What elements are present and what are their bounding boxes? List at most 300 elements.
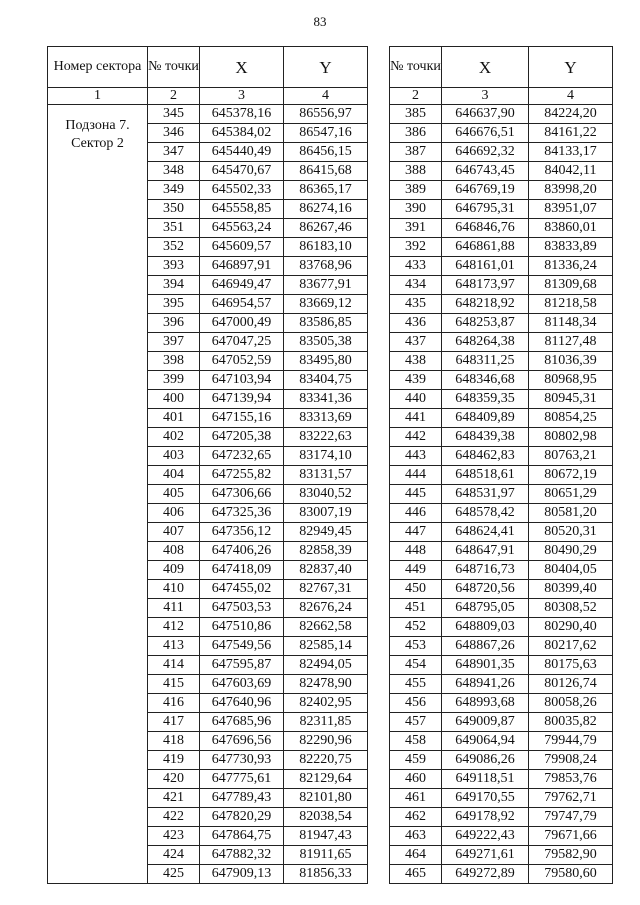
x-coordinate-cell: 646897,91 <box>200 257 284 276</box>
point-number-cell: 425 <box>148 865 200 884</box>
point-number-cell: 395 <box>148 295 200 314</box>
table-row <box>390 219 613 238</box>
x-coordinate-cell: 649009,87 <box>442 713 529 732</box>
x-coordinate-cell: 646692,32 <box>442 143 529 162</box>
x-coordinate-cell: 647864,75 <box>200 827 284 846</box>
x-coordinate-cell: 645470,67 <box>200 162 284 181</box>
x-coordinate-cell: 648218,92 <box>442 295 529 314</box>
x-coordinate-cell: 648720,56 <box>442 580 529 599</box>
table-row <box>390 694 613 713</box>
y-coordinate-cell: 80763,21 <box>529 447 613 466</box>
table-row <box>390 371 613 390</box>
x-coordinate-cell: 646861,88 <box>442 238 529 257</box>
x-coordinate-cell: 645558,85 <box>200 200 284 219</box>
y-coordinate-cell: 81911,65 <box>284 846 368 865</box>
x-coordinate-cell: 647603,69 <box>200 675 284 694</box>
point-number-cell: 441 <box>390 409 442 428</box>
table-row <box>390 713 613 732</box>
table-row <box>390 599 613 618</box>
right-coordinates-table <box>389 46 613 884</box>
point-number-cell: 409 <box>148 561 200 580</box>
table-row <box>390 314 613 333</box>
point-number-cell: 449 <box>390 561 442 580</box>
y-coordinate-cell: 80290,40 <box>529 618 613 637</box>
y-coordinate-cell: 79671,66 <box>529 827 613 846</box>
point-number-cell: 423 <box>148 827 200 846</box>
x-coordinate-cell: 647640,96 <box>200 694 284 713</box>
table-row <box>390 751 613 770</box>
y-coordinate-cell: 82494,05 <box>284 656 368 675</box>
y-coordinate-cell: 82585,14 <box>284 637 368 656</box>
y-coordinate-cell: 81947,43 <box>284 827 368 846</box>
y-coordinate-cell: 83341,36 <box>284 390 368 409</box>
x-coordinate-cell: 647510,86 <box>200 618 284 637</box>
y-coordinate-cell: 84042,11 <box>529 162 613 181</box>
point-number-cell: 346 <box>148 124 200 143</box>
x-coordinate-cell: 648993,68 <box>442 694 529 713</box>
point-number-cell: 445 <box>390 485 442 504</box>
x-coordinate-cell: 647103,94 <box>200 371 284 390</box>
point-number-cell: 415 <box>148 675 200 694</box>
point-number-cell: 392 <box>390 238 442 257</box>
table-row <box>390 447 613 466</box>
point-number-cell: 389 <box>390 181 442 200</box>
y-coordinate-cell: 86547,16 <box>284 124 368 143</box>
table-row <box>390 162 613 181</box>
y-coordinate-cell: 81036,39 <box>529 352 613 371</box>
y-coordinate-cell: 80217,62 <box>529 637 613 656</box>
x-coordinate-cell: 646846,76 <box>442 219 529 238</box>
point-number-cell: 414 <box>148 656 200 675</box>
x-coordinate-cell: 647356,12 <box>200 523 284 542</box>
table-row <box>390 732 613 751</box>
x-coordinate-cell: 648647,91 <box>442 542 529 561</box>
x-coordinate-cell: 645563,24 <box>200 219 284 238</box>
point-number-cell: 454 <box>390 656 442 675</box>
point-number-cell: 455 <box>390 675 442 694</box>
y-coordinate-cell: 86556,97 <box>284 105 368 124</box>
x-coordinate-cell: 648409,89 <box>442 409 529 428</box>
page-number: 83 <box>313 14 327 29</box>
table-row <box>390 295 613 314</box>
x-coordinate-cell: 648867,26 <box>442 637 529 656</box>
table-row <box>390 124 613 143</box>
x-coordinate-cell: 647306,66 <box>200 485 284 504</box>
y-coordinate-cell: 83833,89 <box>529 238 613 257</box>
y-coordinate-cell: 81309,68 <box>529 276 613 295</box>
y-coordinate-cell: 83174,10 <box>284 447 368 466</box>
column-number: 1 <box>48 88 148 105</box>
point-number-cell: 405 <box>148 485 200 504</box>
sector-number-header: Номер сектора <box>48 47 148 88</box>
x-coordinate-cell: 648253,87 <box>442 314 529 333</box>
x-coordinate-cell: 647455,02 <box>200 580 284 599</box>
point-number-cell: 433 <box>390 257 442 276</box>
y-coordinate-cell: 86415,68 <box>284 162 368 181</box>
table-row <box>390 504 613 523</box>
y-coordinate-cell: 83222,63 <box>284 428 368 447</box>
x-coordinate-cell: 646769,19 <box>442 181 529 200</box>
point-number-cell: 385 <box>390 105 442 124</box>
table-row <box>390 656 613 675</box>
table-row <box>390 523 613 542</box>
y-coordinate-cell: 80035,82 <box>529 713 613 732</box>
x-coordinate-cell: 647139,94 <box>200 390 284 409</box>
y-coordinate-cell: 84133,17 <box>529 143 613 162</box>
point-number-cell: 453 <box>390 637 442 656</box>
point-number-cell: 461 <box>390 789 442 808</box>
y-coordinate-cell: 83040,52 <box>284 485 368 504</box>
x-coordinate-cell: 648624,41 <box>442 523 529 542</box>
y-coordinate-cell: 83131,57 <box>284 466 368 485</box>
point-number-cell: 352 <box>148 238 200 257</box>
point-number-cell: 404 <box>148 466 200 485</box>
x-coordinate-cell: 647052,59 <box>200 352 284 371</box>
y-coordinate-cell: 83404,75 <box>284 371 368 390</box>
point-number-cell: 435 <box>390 295 442 314</box>
table-row <box>390 390 613 409</box>
y-coordinate-cell: 80520,31 <box>529 523 613 542</box>
point-number-cell: 351 <box>148 219 200 238</box>
x-coordinate-cell: 646795,31 <box>442 200 529 219</box>
point-number-cell: 396 <box>148 314 200 333</box>
point-number-cell: 387 <box>390 143 442 162</box>
y-coordinate-cell: 83677,91 <box>284 276 368 295</box>
table-row <box>390 333 613 352</box>
table-row <box>390 561 613 580</box>
x-coordinate-cell: 649086,26 <box>442 751 529 770</box>
x-coordinate-cell: 647789,43 <box>200 789 284 808</box>
point-number-cell: 407 <box>148 523 200 542</box>
y-coordinate-cell: 82311,85 <box>284 713 368 732</box>
point-number-cell: 413 <box>148 637 200 656</box>
x-coordinate-cell: 648359,35 <box>442 390 529 409</box>
y-coordinate-cell: 83586,85 <box>284 314 368 333</box>
x-coordinate-cell: 646637,90 <box>442 105 529 124</box>
point-number-cell: 399 <box>148 371 200 390</box>
point-number-cell: 398 <box>148 352 200 371</box>
x-coordinate-cell: 648264,38 <box>442 333 529 352</box>
x-coordinate-cell: 648578,42 <box>442 504 529 523</box>
x-coordinate-cell: 648462,83 <box>442 447 529 466</box>
y-coordinate-cell: 80308,52 <box>529 599 613 618</box>
y-coordinate-cell: 80399,40 <box>529 580 613 599</box>
y-coordinate-cell: 81856,33 <box>284 865 368 884</box>
point-number-cell: 442 <box>390 428 442 447</box>
point-number-cell: 458 <box>390 732 442 751</box>
table-row <box>390 827 613 846</box>
y-coordinate-cell: 82676,24 <box>284 599 368 618</box>
y-coordinate-cell: 83505,38 <box>284 333 368 352</box>
point-number-cell: 437 <box>390 333 442 352</box>
x-coordinate-cell: 649272,89 <box>442 865 529 884</box>
point-number-cell: 388 <box>390 162 442 181</box>
table-row <box>390 181 613 200</box>
y-coordinate-cell: 82220,75 <box>284 751 368 770</box>
point-number-cell: 457 <box>390 713 442 732</box>
y-coordinate-cell: 84161,22 <box>529 124 613 143</box>
x-coordinate-cell: 647685,96 <box>200 713 284 732</box>
y-coordinate-cell: 79762,71 <box>529 789 613 808</box>
table-row <box>390 637 613 656</box>
point-number-cell: 463 <box>390 827 442 846</box>
point-number-cell: 349 <box>148 181 200 200</box>
point-number-cell: 439 <box>390 371 442 390</box>
point-number-cell: 434 <box>390 276 442 295</box>
x-coordinate-cell: 645502,33 <box>200 181 284 200</box>
point-number-cell: 397 <box>148 333 200 352</box>
table-row <box>390 105 613 124</box>
x-coordinate-cell: 647205,38 <box>200 428 284 447</box>
x-coordinate-cell: 647255,82 <box>200 466 284 485</box>
y-coordinate-cell: 82662,58 <box>284 618 368 637</box>
y-coordinate-cell: 80854,25 <box>529 409 613 428</box>
point-number-cell: 411 <box>148 599 200 618</box>
table-row <box>390 409 613 428</box>
point-number-cell: 440 <box>390 390 442 409</box>
y-coordinate-cell: 79582,90 <box>529 846 613 865</box>
y-coordinate-cell: 81127,48 <box>529 333 613 352</box>
point-number-cell: 417 <box>148 713 200 732</box>
point-number-cell: 401 <box>148 409 200 428</box>
y-coordinate-cell: 86274,16 <box>284 200 368 219</box>
y-header: Y <box>529 47 613 88</box>
x-coordinate-cell: 648941,26 <box>442 675 529 694</box>
sector-label: Подзона 7. Сектор 2 <box>48 105 148 884</box>
point-number-cell: 420 <box>148 770 200 789</box>
x-coordinate-cell: 647325,36 <box>200 504 284 523</box>
point-number-cell: 400 <box>148 390 200 409</box>
table-row <box>390 808 613 827</box>
table-row <box>390 846 613 865</box>
x-coordinate-cell: 649170,55 <box>442 789 529 808</box>
table-row <box>390 257 613 276</box>
point-number-cell: 464 <box>390 846 442 865</box>
y-coordinate-cell: 82767,31 <box>284 580 368 599</box>
column-number: 2 <box>148 88 200 105</box>
column-number: 4 <box>284 88 368 105</box>
y-coordinate-cell: 81336,24 <box>529 257 613 276</box>
right-table-body <box>390 105 613 884</box>
x-coordinate-cell: 647232,65 <box>200 447 284 466</box>
x-coordinate-cell: 647549,56 <box>200 637 284 656</box>
point-number-cell: 421 <box>148 789 200 808</box>
y-coordinate-cell: 86183,10 <box>284 238 368 257</box>
y-coordinate-cell: 79908,24 <box>529 751 613 770</box>
y-coordinate-cell: 80945,31 <box>529 390 613 409</box>
y-coordinate-cell: 80490,29 <box>529 542 613 561</box>
table-row <box>390 580 613 599</box>
x-coordinate-cell: 647775,61 <box>200 770 284 789</box>
y-coordinate-cell: 86365,17 <box>284 181 368 200</box>
x-coordinate-cell: 645384,02 <box>200 124 284 143</box>
point-number-cell: 460 <box>390 770 442 789</box>
x-coordinate-cell: 649178,92 <box>442 808 529 827</box>
point-number-cell: 443 <box>390 447 442 466</box>
point-number-cell: 347 <box>148 143 200 162</box>
point-number-header: № точки <box>148 47 200 88</box>
x-coordinate-cell: 648795,05 <box>442 599 529 618</box>
point-number-cell: 462 <box>390 808 442 827</box>
x-coordinate-cell: 647882,32 <box>200 846 284 865</box>
y-coordinate-cell: 84224,20 <box>529 105 613 124</box>
point-number-cell: 447 <box>390 523 442 542</box>
x-coordinate-cell: 647730,93 <box>200 751 284 770</box>
y-coordinate-cell: 80404,05 <box>529 561 613 580</box>
y-coordinate-cell: 86456,15 <box>284 143 368 162</box>
y-coordinate-cell: 80126,74 <box>529 675 613 694</box>
x-coordinate-cell: 648311,25 <box>442 352 529 371</box>
y-coordinate-cell: 82478,90 <box>284 675 368 694</box>
x-coordinate-cell: 647047,25 <box>200 333 284 352</box>
y-coordinate-cell: 82837,40 <box>284 561 368 580</box>
point-number-cell: 452 <box>390 618 442 637</box>
x-coordinate-cell: 646949,47 <box>200 276 284 295</box>
x-coordinate-cell: 647909,13 <box>200 865 284 884</box>
y-coordinate-cell: 82858,39 <box>284 542 368 561</box>
x-header: X <box>200 47 284 88</box>
y-coordinate-cell: 82290,96 <box>284 732 368 751</box>
x-coordinate-cell: 648346,68 <box>442 371 529 390</box>
x-coordinate-cell: 647595,87 <box>200 656 284 675</box>
x-coordinate-cell: 646743,45 <box>442 162 529 181</box>
x-coordinate-cell: 647820,29 <box>200 808 284 827</box>
point-number-cell: 456 <box>390 694 442 713</box>
point-number-header: № точки <box>390 47 442 88</box>
point-number-cell: 391 <box>390 219 442 238</box>
y-coordinate-cell: 83951,07 <box>529 200 613 219</box>
y-coordinate-cell: 80651,29 <box>529 485 613 504</box>
table-row <box>390 865 613 884</box>
y-coordinate-cell: 80802,98 <box>529 428 613 447</box>
x-coordinate-cell: 647503,53 <box>200 599 284 618</box>
point-number-cell: 393 <box>148 257 200 276</box>
point-number-cell: 350 <box>148 200 200 219</box>
table-row <box>390 789 613 808</box>
x-coordinate-cell: 648901,35 <box>442 656 529 675</box>
point-number-cell: 450 <box>390 580 442 599</box>
y-coordinate-cell: 82949,45 <box>284 523 368 542</box>
point-number-cell: 345 <box>148 105 200 124</box>
point-number-cell: 438 <box>390 352 442 371</box>
y-coordinate-cell: 82101,80 <box>284 789 368 808</box>
y-header: Y <box>284 47 368 88</box>
point-number-cell: 424 <box>148 846 200 865</box>
y-coordinate-cell: 81218,58 <box>529 295 613 314</box>
point-number-cell: 410 <box>148 580 200 599</box>
point-number-cell: 422 <box>148 808 200 827</box>
y-coordinate-cell: 82038,54 <box>284 808 368 827</box>
point-number-cell: 444 <box>390 466 442 485</box>
table-row <box>390 200 613 219</box>
x-coordinate-cell: 648518,61 <box>442 466 529 485</box>
y-coordinate-cell: 83669,12 <box>284 295 368 314</box>
y-coordinate-cell: 80175,63 <box>529 656 613 675</box>
column-number: 3 <box>442 88 529 105</box>
y-coordinate-cell: 81148,34 <box>529 314 613 333</box>
point-number-cell: 436 <box>390 314 442 333</box>
table-row <box>390 238 613 257</box>
x-coordinate-cell: 648809,03 <box>442 618 529 637</box>
x-coordinate-cell: 647155,16 <box>200 409 284 428</box>
y-coordinate-cell: 83007,19 <box>284 504 368 523</box>
x-coordinate-cell: 645378,16 <box>200 105 284 124</box>
x-coordinate-cell: 645609,57 <box>200 238 284 257</box>
point-number-cell: 448 <box>390 542 442 561</box>
x-coordinate-cell: 649271,61 <box>442 846 529 865</box>
y-coordinate-cell: 83768,96 <box>284 257 368 276</box>
column-number: 3 <box>200 88 284 105</box>
x-coordinate-cell: 649222,43 <box>442 827 529 846</box>
x-coordinate-cell: 648531,97 <box>442 485 529 504</box>
x-coordinate-cell: 647418,09 <box>200 561 284 580</box>
y-coordinate-cell: 83495,80 <box>284 352 368 371</box>
point-number-cell: 402 <box>148 428 200 447</box>
table-row <box>390 143 613 162</box>
point-number-cell: 465 <box>390 865 442 884</box>
y-coordinate-cell: 80581,20 <box>529 504 613 523</box>
table-row <box>390 618 613 637</box>
x-coordinate-cell: 648716,73 <box>442 561 529 580</box>
left-coordinates-table <box>47 46 368 884</box>
column-number: 2 <box>390 88 442 105</box>
y-coordinate-cell: 82402,95 <box>284 694 368 713</box>
table-row <box>390 276 613 295</box>
point-number-cell: 348 <box>148 162 200 181</box>
point-number-cell: 419 <box>148 751 200 770</box>
right-column-numbers-row <box>390 88 613 105</box>
y-coordinate-cell: 80672,19 <box>529 466 613 485</box>
point-number-cell: 386 <box>390 124 442 143</box>
point-number-cell: 408 <box>148 542 200 561</box>
table-row <box>48 105 368 124</box>
table-row <box>390 770 613 789</box>
y-coordinate-cell: 79853,76 <box>529 770 613 789</box>
x-coordinate-cell: 649064,94 <box>442 732 529 751</box>
x-coordinate-cell: 649118,51 <box>442 770 529 789</box>
y-coordinate-cell: 79747,79 <box>529 808 613 827</box>
x-header: X <box>442 47 529 88</box>
x-coordinate-cell: 648173,97 <box>442 276 529 295</box>
point-number-cell: 390 <box>390 200 442 219</box>
y-coordinate-cell: 80968,95 <box>529 371 613 390</box>
x-coordinate-cell: 648439,38 <box>442 428 529 447</box>
point-number-cell: 459 <box>390 751 442 770</box>
table-row <box>390 466 613 485</box>
table-row <box>390 485 613 504</box>
x-coordinate-cell: 647000,49 <box>200 314 284 333</box>
point-number-cell: 451 <box>390 599 442 618</box>
table-row <box>390 542 613 561</box>
y-coordinate-cell: 79944,79 <box>529 732 613 751</box>
table-row <box>390 675 613 694</box>
x-coordinate-cell: 647406,26 <box>200 542 284 561</box>
y-coordinate-cell: 83313,69 <box>284 409 368 428</box>
x-coordinate-cell: 645440,49 <box>200 143 284 162</box>
table-row <box>390 428 613 447</box>
y-coordinate-cell: 79580,60 <box>529 865 613 884</box>
y-coordinate-cell: 83998,20 <box>529 181 613 200</box>
x-coordinate-cell: 646954,57 <box>200 295 284 314</box>
point-number-cell: 406 <box>148 504 200 523</box>
y-coordinate-cell: 83860,01 <box>529 219 613 238</box>
x-coordinate-cell: 646676,51 <box>442 124 529 143</box>
right-header-row <box>390 47 613 88</box>
point-number-cell: 416 <box>148 694 200 713</box>
y-coordinate-cell: 86267,46 <box>284 219 368 238</box>
column-number: 4 <box>529 88 613 105</box>
left-header-row <box>48 47 368 88</box>
